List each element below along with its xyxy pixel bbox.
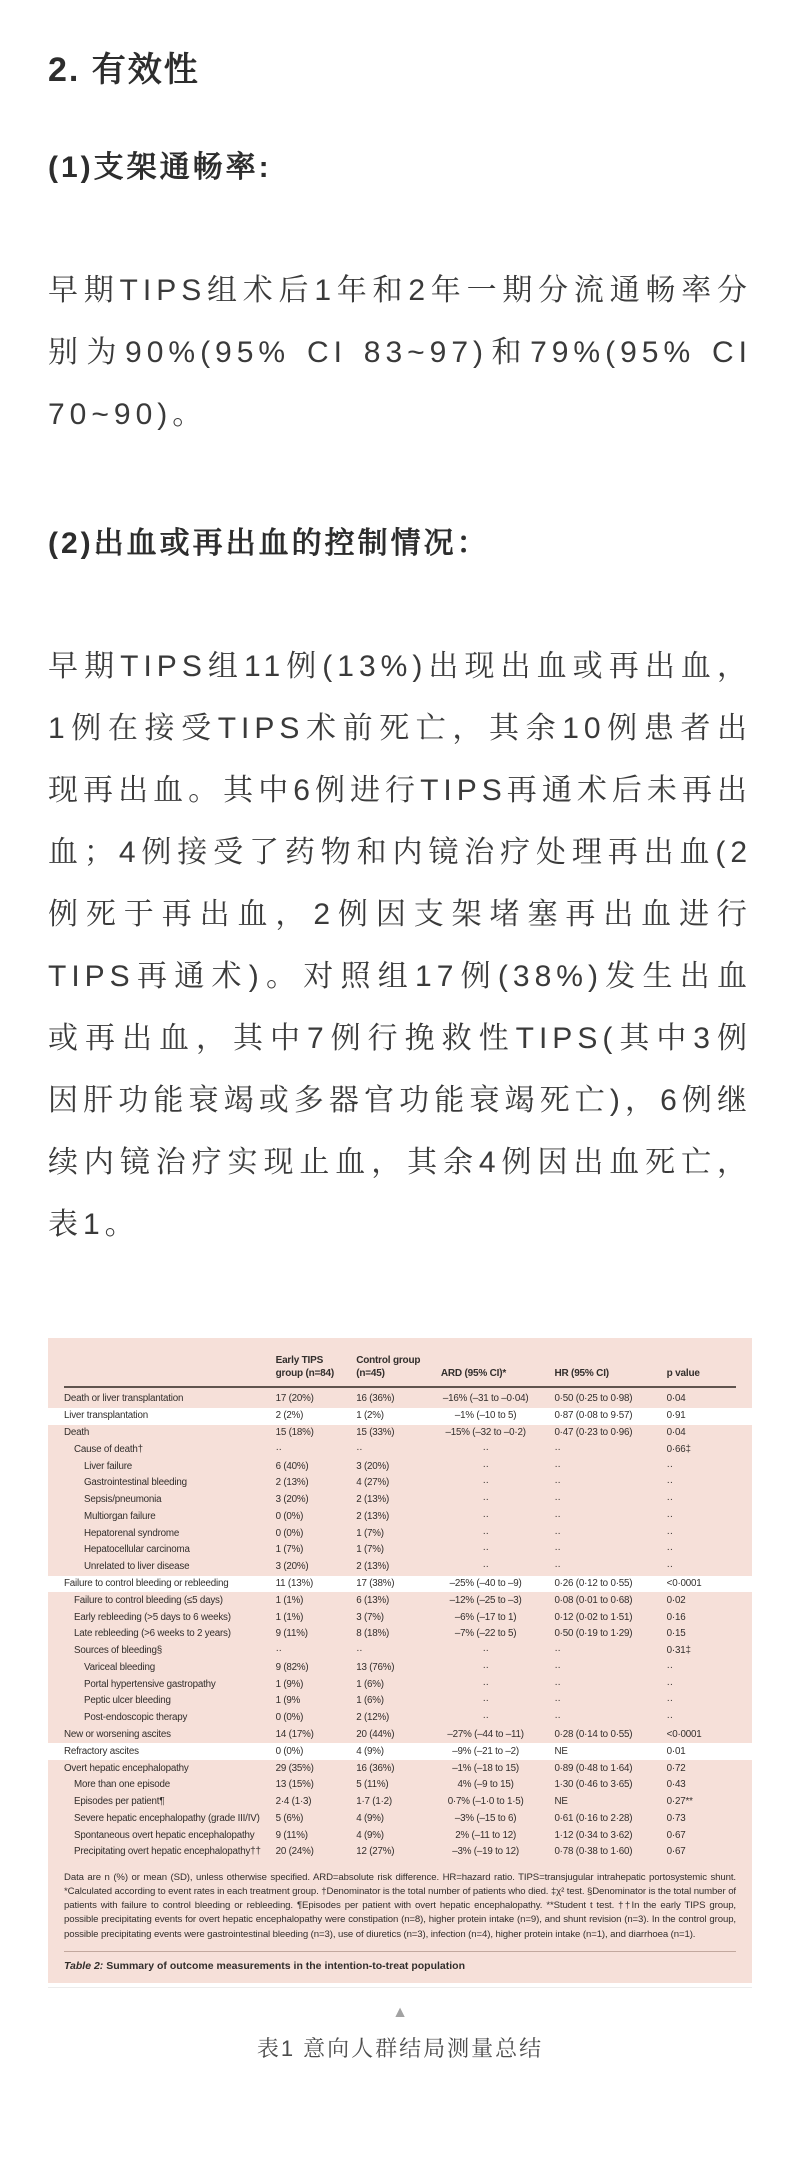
table-row bbox=[64, 1844, 736, 1861]
row-value: 2·4 (1·3) bbox=[275, 1796, 312, 1808]
row-value: 0·04 bbox=[666, 1393, 686, 1405]
row-value: 3 (20%) bbox=[275, 1494, 309, 1506]
row-value: 0·67 bbox=[666, 1846, 686, 1858]
row-value: 0 (0%) bbox=[275, 1712, 304, 1724]
row-value: 0 (0%) bbox=[275, 1745, 304, 1757]
row-value: 0·27** bbox=[666, 1796, 693, 1808]
row-label: Spontaneous overt hepatic encephalopathy bbox=[74, 1829, 255, 1841]
paragraph-stent-patency: 早期TIPS组术后1年和2年一期分流通畅率分别为90%(95% CI 83~97)和79%(95% CI 70~90)。 bbox=[48, 274, 752, 431]
row-value: 20 (24%) bbox=[275, 1846, 314, 1858]
header-cell: Control group (n=45) bbox=[356, 1355, 421, 1379]
row-value: 4 (9%) bbox=[356, 1812, 384, 1824]
row-value: 0·28 (0·14 to 0·55) bbox=[554, 1729, 633, 1741]
row-value: ·· bbox=[666, 1527, 673, 1539]
row-value: –6% (–17 to 1) bbox=[454, 1611, 517, 1623]
row-value: –1% (–10 to 5) bbox=[454, 1410, 517, 1422]
row-value: 1 (7%) bbox=[356, 1544, 384, 1556]
row-value: 0·66‡ bbox=[666, 1443, 691, 1455]
row-value: ·· bbox=[666, 1712, 673, 1724]
row-value: ·· bbox=[482, 1561, 489, 1573]
row-value: 2 (13%) bbox=[275, 1477, 309, 1489]
row-value: 1 (9% bbox=[275, 1695, 301, 1707]
table-row bbox=[64, 1475, 736, 1492]
row-value: ·· bbox=[356, 1443, 363, 1455]
row-label: Post-endoscopic therapy bbox=[84, 1712, 188, 1724]
row-value: 0·73 bbox=[666, 1812, 686, 1824]
row-value: 0·47 (0·23 to 0·96) bbox=[554, 1426, 633, 1438]
row-value: 0·15 bbox=[666, 1628, 686, 1640]
row-value: ·· bbox=[554, 1494, 561, 1506]
article-heading: 2. 有效性 bbox=[48, 51, 200, 89]
row-value: 3 (20%) bbox=[275, 1561, 309, 1573]
row-value: ·· bbox=[554, 1661, 561, 1673]
row-value: 11 (13%) bbox=[275, 1577, 314, 1589]
table2-figure bbox=[48, 1338, 752, 1988]
row-value: NE bbox=[554, 1745, 568, 1757]
table-row bbox=[64, 1391, 736, 1408]
row-value: ·· bbox=[666, 1678, 673, 1690]
row-value: 16 (36%) bbox=[356, 1762, 395, 1774]
row-value: ·· bbox=[275, 1645, 282, 1657]
row-value: ·· bbox=[482, 1695, 489, 1707]
table-row bbox=[64, 1425, 736, 1442]
row-value: ·· bbox=[554, 1695, 561, 1707]
table-row bbox=[48, 1408, 752, 1425]
collapse-arrow-icon[interactable]: ▲ bbox=[392, 2003, 408, 2021]
row-value: 0·08 (0·01 to 0·68) bbox=[554, 1594, 633, 1606]
row-value: 16 (36%) bbox=[356, 1393, 395, 1405]
row-value: ·· bbox=[482, 1678, 489, 1690]
row-value: ·· bbox=[482, 1494, 489, 1506]
row-value: 1·12 (0·34 to 3·62) bbox=[554, 1829, 633, 1841]
table-row bbox=[64, 1525, 736, 1542]
row-value: 20 (44%) bbox=[356, 1729, 395, 1741]
section1-title: (1)支架通畅率: bbox=[48, 151, 272, 184]
table-row bbox=[64, 1609, 736, 1626]
row-value: 0·87 (0·08 to 9·57) bbox=[554, 1410, 633, 1422]
row-value: 0·16 bbox=[666, 1611, 686, 1623]
table-row bbox=[64, 1811, 736, 1828]
row-label: Refractory ascites bbox=[64, 1745, 139, 1757]
section2-title: (2)出血或再出血的控制情况： bbox=[48, 527, 490, 560]
row-value: 14 (17%) bbox=[275, 1729, 314, 1741]
row-value: NE bbox=[554, 1796, 568, 1808]
row-label: Variceal bleeding bbox=[84, 1661, 156, 1673]
row-label: Gastrointestinal bleeding bbox=[84, 1477, 187, 1489]
row-label: Precipitating overt hepatic encephalopathy†† bbox=[74, 1846, 261, 1858]
row-value: ·· bbox=[482, 1443, 489, 1455]
header-cell: p value bbox=[666, 1368, 700, 1379]
table-caption-prefix: Table 2: bbox=[64, 1959, 104, 1972]
row-value: 1 (2%) bbox=[356, 1410, 384, 1422]
table-row bbox=[64, 1693, 736, 1710]
row-value: 9 (11%) bbox=[275, 1829, 308, 1841]
row-value: 1 (7%) bbox=[356, 1527, 384, 1539]
row-value: ·· bbox=[666, 1561, 673, 1573]
row-value: ·· bbox=[482, 1477, 489, 1489]
row-value: ·· bbox=[482, 1712, 489, 1724]
row-value: ·· bbox=[554, 1544, 561, 1556]
row-value: 1·30 (0·46 to 3·65) bbox=[554, 1779, 633, 1791]
row-value: 2 (12%) bbox=[356, 1712, 390, 1724]
row-value: <0·0001 bbox=[666, 1729, 702, 1741]
row-value: ·· bbox=[554, 1527, 561, 1539]
row-value: 1·7 (1·2) bbox=[356, 1796, 392, 1808]
row-label: Failure to control bleeding or rebleeding bbox=[64, 1577, 229, 1589]
row-label: Failure to control bleeding (≤5 days) bbox=[74, 1594, 223, 1606]
row-value: 13 (76%) bbox=[356, 1661, 395, 1673]
table-row bbox=[48, 1576, 752, 1593]
row-label: Sepsis/pneumonia bbox=[84, 1494, 162, 1506]
row-value: ·· bbox=[666, 1544, 673, 1556]
table-caption bbox=[64, 1959, 736, 1973]
row-value: 0·01 bbox=[666, 1745, 686, 1757]
table-row bbox=[48, 1743, 752, 1760]
row-value: ·· bbox=[666, 1661, 673, 1673]
row-value: 9 (82%) bbox=[275, 1661, 309, 1673]
row-label: Liver failure bbox=[84, 1460, 133, 1472]
row-value: 0·04 bbox=[666, 1426, 686, 1438]
row-value: 29 (35%) bbox=[275, 1762, 314, 1774]
row-value: –3% (–19 to 12) bbox=[452, 1846, 519, 1858]
row-value: 17 (38%) bbox=[356, 1577, 395, 1589]
table-row bbox=[64, 1760, 736, 1777]
row-value: 1 (1%) bbox=[275, 1611, 304, 1623]
row-value: 0·61 (0·16 to 2·28) bbox=[554, 1812, 633, 1824]
row-value: ·· bbox=[554, 1443, 561, 1455]
row-label: Peptic ulcer bleeding bbox=[84, 1695, 171, 1707]
row-label: Unrelated to liver disease bbox=[84, 1561, 190, 1573]
table-row bbox=[64, 1643, 736, 1660]
row-value: 0·91 bbox=[666, 1410, 686, 1422]
row-value: –7% (–22 to 5) bbox=[454, 1628, 517, 1640]
row-value: <0·0001 bbox=[666, 1577, 702, 1589]
paragraph-bleeding-control: 早期TIPS组11例(13%)出现出血或再出血，1例在接受TIPS术前死亡，其余10例患者出现再出血。其中6例进行TIPS再通术后未再出血；4例接受了药物和内镜治疗处理再出血(2例死于再出血，2例因支架堵塞再出血进行TIPS再通术)。对照组17例(38%)发生出血或再出血，其中7例行挽救性TIPS(其中3例因肝功能衰竭或多器官功能衰竭死亡)，6例继续内镜治疗实现止血，其余4例因出血死亡，表1。 bbox=[48, 650, 752, 1241]
row-value: ·· bbox=[482, 1544, 489, 1556]
row-value: 13 (15%) bbox=[275, 1779, 314, 1791]
table-row bbox=[64, 1441, 736, 1458]
row-value: 2% (–11 to 12) bbox=[455, 1829, 517, 1841]
table-row bbox=[64, 1626, 736, 1643]
table-caption-text: Summary of outcome measurements in the intention-to-treat population bbox=[106, 1959, 465, 1972]
row-value: ·· bbox=[482, 1661, 489, 1673]
table-row bbox=[64, 1676, 736, 1693]
row-value: ·· bbox=[666, 1695, 673, 1707]
row-value: 1 (6%) bbox=[356, 1678, 384, 1690]
row-value: 9 (11%) bbox=[275, 1628, 308, 1640]
row-value: ·· bbox=[554, 1645, 561, 1657]
table-row bbox=[64, 1777, 736, 1794]
row-value: –27% (–44 to –11) bbox=[447, 1729, 524, 1741]
row-value: 5 (11%) bbox=[356, 1779, 389, 1791]
row-value: ·· bbox=[275, 1443, 282, 1455]
table-body bbox=[64, 1391, 736, 1861]
row-value: 3 (7%) bbox=[356, 1611, 384, 1623]
row-value: 17 (20%) bbox=[275, 1393, 314, 1405]
row-value: ·· bbox=[554, 1678, 561, 1690]
row-value: 1 (1%) bbox=[275, 1594, 304, 1606]
row-value: 15 (18%) bbox=[275, 1426, 314, 1438]
row-label: Multiorgan failure bbox=[84, 1510, 156, 1522]
table-row bbox=[64, 1660, 736, 1677]
article-page bbox=[0, 50, 800, 2064]
row-value: 15 (33%) bbox=[356, 1426, 395, 1438]
row-label: Late rebleeding (>6 weeks to 2 years) bbox=[74, 1628, 231, 1640]
row-value: –1% (–18 to 15) bbox=[452, 1762, 519, 1774]
row-value: ·· bbox=[554, 1712, 561, 1724]
row-label: Overt hepatic encephalopathy bbox=[64, 1762, 189, 1774]
table-row bbox=[64, 1710, 736, 1727]
row-value: 2 (13%) bbox=[356, 1494, 390, 1506]
row-value: ·· bbox=[482, 1510, 489, 1522]
row-value: 0·02 bbox=[666, 1594, 686, 1606]
row-value: 0 (0%) bbox=[275, 1527, 304, 1539]
row-label: Death bbox=[64, 1426, 90, 1438]
row-label: Liver transplantation bbox=[64, 1410, 149, 1422]
row-value: 0 (0%) bbox=[275, 1510, 304, 1522]
row-value: 0·50 (0·25 to 0·98) bbox=[554, 1393, 633, 1405]
row-value: –3% (–15 to 6) bbox=[454, 1812, 517, 1824]
row-value: 6 (40%) bbox=[275, 1460, 309, 1472]
row-value: 0·7% (–1·0 to 1·5) bbox=[447, 1796, 524, 1808]
row-value: –25% (–40 to –9) bbox=[449, 1577, 522, 1589]
row-value: 3 (20%) bbox=[356, 1460, 390, 1472]
row-value: 8 (18%) bbox=[356, 1628, 390, 1640]
row-label: Portal hypertensive gastropathy bbox=[84, 1678, 216, 1690]
row-value: –9% (–21 to –2) bbox=[452, 1745, 519, 1757]
header-cell: HR (95% CI) bbox=[554, 1368, 609, 1379]
table-row bbox=[64, 1542, 736, 1559]
row-label: Sources of bleeding§ bbox=[74, 1645, 163, 1657]
row-value: 0·31‡ bbox=[666, 1645, 691, 1657]
header-cell: ARD (95% CI)* bbox=[440, 1368, 507, 1379]
row-label: Severe hepatic encephalopathy (grade III/IV) bbox=[74, 1812, 260, 1824]
table-row bbox=[64, 1827, 736, 1844]
row-value: ·· bbox=[356, 1645, 363, 1657]
row-value: 12 (27%) bbox=[356, 1846, 395, 1858]
row-label: Hepatorenal syndrome bbox=[84, 1527, 180, 1539]
row-value: 4 (9%) bbox=[356, 1745, 384, 1757]
row-value: ·· bbox=[482, 1645, 489, 1657]
row-value: 4% (–9 to 15) bbox=[457, 1779, 514, 1791]
row-value: 2 (2%) bbox=[275, 1410, 304, 1422]
row-value: ·· bbox=[554, 1477, 561, 1489]
table-row bbox=[64, 1508, 736, 1525]
row-value: –12% (–25 to –3) bbox=[449, 1594, 522, 1606]
row-value: –15% (–32 to –0·2) bbox=[445, 1426, 526, 1438]
row-value: 0·78 (0·38 to 1·60) bbox=[554, 1846, 633, 1858]
row-value: 0·67 bbox=[666, 1829, 686, 1841]
row-label: Early rebleeding (>5 days to 6 weeks) bbox=[74, 1611, 231, 1623]
figure-caption: 表1 意向人群结局测量总结 bbox=[256, 2035, 544, 2061]
row-value: 0·50 (0·19 to 1·29) bbox=[554, 1628, 633, 1640]
row-label: Cause of death† bbox=[74, 1443, 143, 1455]
row-value: 4 (9%) bbox=[356, 1829, 384, 1841]
row-value: 0·43 bbox=[666, 1779, 686, 1791]
table-row bbox=[64, 1492, 736, 1509]
row-value: 0·26 (0·12 to 0·55) bbox=[554, 1577, 633, 1589]
row-value: ·· bbox=[482, 1460, 489, 1472]
row-value: 6 (13%) bbox=[356, 1594, 390, 1606]
table-header-row bbox=[64, 1350, 736, 1388]
row-value: 0·89 (0·48 to 1·64) bbox=[554, 1762, 633, 1774]
row-value: 1 (9%) bbox=[275, 1678, 304, 1690]
row-value: 4 (27%) bbox=[356, 1477, 390, 1489]
table-footnote: Data are n (%) or mean (SD), unless otherwise specified. ARD=absolute risk difference. HR=hazard ratio. TIPS=transjugular intrahepatic portosystemic shunt. *Calculated according to event rates in each treatment group. †Denominator is the total number of patients who died. ‡χ² test. §Denominator is the total number of patients with failure to control bleeding or rebleeding. ¶Episodes per patient with overt hepatic encephalopathy. **Student t test. ††In the early TIPS group, possible precipitating events for overt hepatic encephalopathy were constipation (n=8), higher protein intake (n=9), and shunt revision (n=3). In the control group, possible precipitating events were gastrointestinal bleeding (n=3), use of diuretics (n=3), infection (n=4), higher protein intake (n=1), and diarrhoea (n=1). bbox=[64, 1871, 736, 1952]
row-value: ·· bbox=[666, 1477, 673, 1489]
table-row bbox=[64, 1559, 736, 1576]
row-value: ·· bbox=[666, 1494, 673, 1506]
row-value: ·· bbox=[482, 1527, 489, 1539]
table-row bbox=[64, 1794, 736, 1811]
row-value: ·· bbox=[666, 1510, 673, 1522]
row-label: Hepatocellular carcinoma bbox=[84, 1544, 190, 1556]
row-value: 0·72 bbox=[666, 1762, 686, 1774]
row-value: 2 (13%) bbox=[356, 1510, 390, 1522]
outcomes-table bbox=[48, 1338, 752, 1983]
row-value: ·· bbox=[554, 1561, 561, 1573]
header-cell: Early TIPS group (n=84) bbox=[275, 1355, 335, 1379]
row-label: Episodes per patient¶ bbox=[74, 1796, 165, 1808]
row-label: More than one episode bbox=[74, 1779, 171, 1791]
row-value: 5 (6%) bbox=[275, 1812, 304, 1824]
row-value: 1 (7%) bbox=[275, 1544, 304, 1556]
row-value: 1 (6%) bbox=[356, 1695, 384, 1707]
table-row bbox=[64, 1592, 736, 1609]
row-value: –16% (–31 to –0·04) bbox=[442, 1393, 529, 1405]
table-row bbox=[64, 1458, 736, 1475]
row-value: ·· bbox=[554, 1510, 561, 1522]
row-label: New or worsening ascites bbox=[64, 1729, 171, 1741]
row-value: ·· bbox=[666, 1460, 673, 1472]
row-label: Death or liver transplantation bbox=[64, 1393, 184, 1405]
row-value: 2 (13%) bbox=[356, 1561, 390, 1573]
row-value: 0·12 (0·02 to 1·51) bbox=[554, 1611, 633, 1623]
row-value: ·· bbox=[554, 1460, 561, 1472]
table-row bbox=[64, 1727, 736, 1744]
